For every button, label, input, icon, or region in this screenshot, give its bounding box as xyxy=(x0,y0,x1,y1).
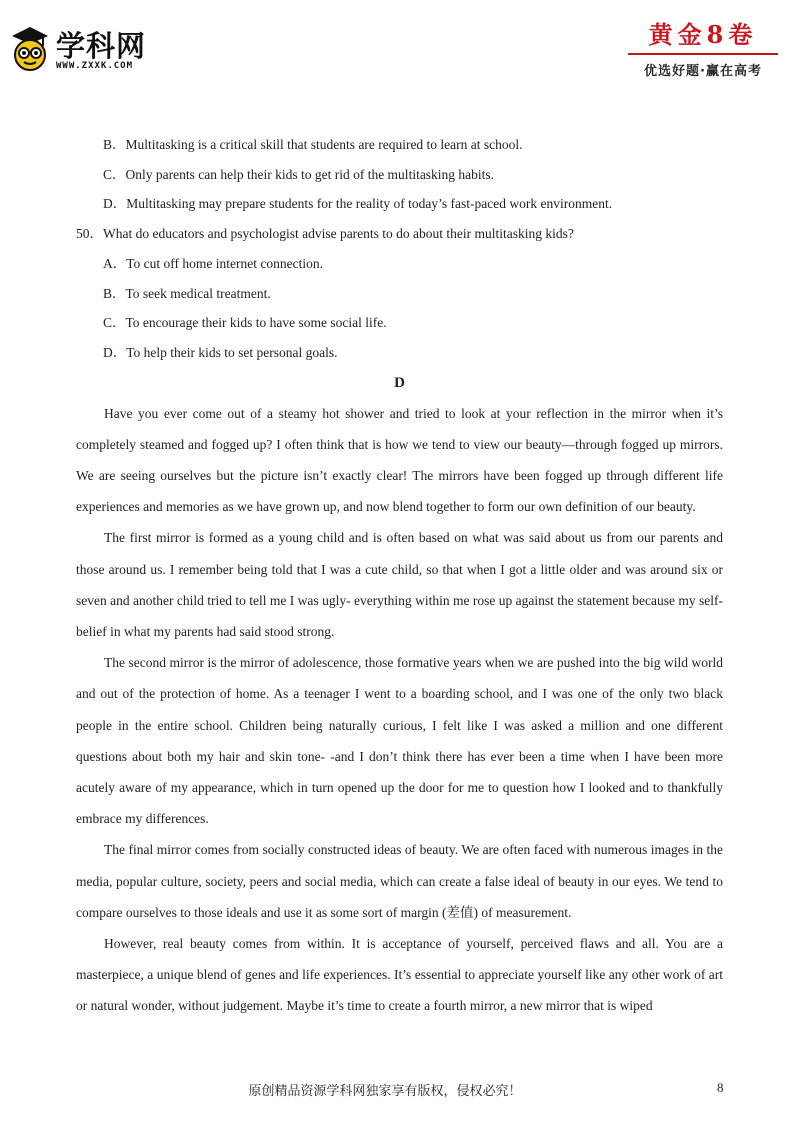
page-content xyxy=(76,130,723,1022)
mascot-icon xyxy=(8,24,52,74)
brand-slogan: 优选好题·赢在高考 xyxy=(644,64,762,79)
passage-paragraph-1: Have you ever come out of a steamy hot shower and tried to look at your reflection in the mirror when it’s completely steamed and fogged up? I often think that is how we tend to view our beauty—through fogged up mirrors. We are seeing ourselves but the picture isn’t exactly clear! The mirrors have been fogged up through different life experiences and memories as we have grown up, and now blend together to form our own definition of our beauty. xyxy=(76,405,723,515)
passage-paragraph-3: The second mirror is the mirror of adolescence, those formative years when we are pushed into the big wild world and out of the protection of home. As a teenager I went to a boarding school, and I was one of the only two black people in the entire school. Children being naturally curious, I felt like I was asked a million and one different questions about both my hair and skin tone- -and I don’t think there has ever been a time when I have been more acutely aware of my appearance, which in turn opened up the door for me to question how I looked and to thankfully embrace my differences. xyxy=(76,655,723,827)
section-label: D xyxy=(394,374,405,391)
q50-stem: 50．What do educators and psychologist advise parents to do about their multitasking kids? xyxy=(76,226,574,242)
logo-text: 学科网 xyxy=(56,29,147,63)
copyright-notice: 原创精品资源学科网独家享有版权，侵权必究！ xyxy=(248,1084,522,1099)
page-number: 8 xyxy=(717,1080,724,1095)
logo-url[interactable]: WWW.ZXXK.COM xyxy=(56,61,134,71)
page-header xyxy=(0,0,800,90)
q50-option-c: C．To encourage their kids to have some social life. xyxy=(103,315,387,331)
q49-option-d: D．Multitasking may prepare students for the reality of today’s fast-paced work environment. xyxy=(103,196,613,212)
q50-option-a: A．To cut off home internet connection. xyxy=(103,255,323,271)
q50-option-b: B．To seek medical treatment. xyxy=(103,285,271,301)
page-footer xyxy=(0,1080,800,1104)
q49-option-b: B．Multitasking is a critical skill that students are required to learn at school. xyxy=(103,137,523,152)
passage-paragraph-2: The first mirror is formed as a young child and is often based on what was said about us from our parents and those around us. I remember being told that I was a cute child, so that when I got a little older and was around six or seven and another child tried to tell me I was ugly- everything within me rose up against the statement because my self-belief in what my parents had said stood strong. xyxy=(76,530,723,640)
q49-option-c: C．Only parents can help their kids to get rid of the multitasking habits. xyxy=(103,166,495,182)
brand-title: 黄金8卷 xyxy=(648,20,758,49)
brand-divider xyxy=(628,53,778,55)
passage-paragraph-5: However, real beauty comes from within. It is acceptance of yourself, perceived flaws and all. You are a masterpiece, a unique blend of genes and life experiences. It’s essential to appreciate yourself like any other work of art or natural wonder, without judgement. Maybe it’s time to create a fourth mirror, a new mirror that is wiped xyxy=(76,936,723,1014)
q50-option-d: D．To help their kids to set personal goals. xyxy=(103,344,338,360)
zxxk-logo[interactable] xyxy=(8,24,168,76)
brand-block xyxy=(628,20,778,79)
passage-paragraph-4: The final mirror comes from socially constructed ideas of beauty. We are often faced with numerous images in the media, popular culture, society, peers and social media, which can create a false ideal of beauty in our eyes. We tend to compare ourselves to those ideals and use it as some sort of margin (差值) of measurement. xyxy=(76,842,723,920)
